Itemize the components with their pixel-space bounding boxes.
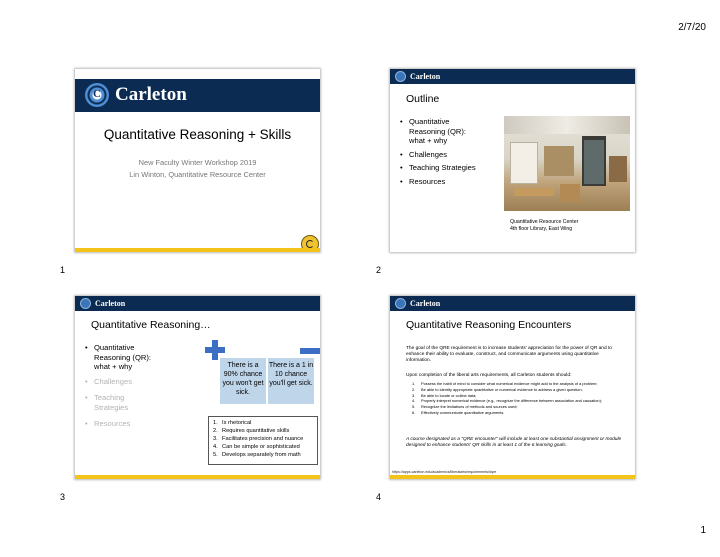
carleton-logo-icon (395, 71, 406, 82)
slide-4-lead: Upon completion of the liberal arts requirements, all Carleton students should: (406, 373, 572, 378)
slide-4-number: 4 (376, 492, 382, 502)
slide-3-title: Quantitative Reasoning… (91, 319, 211, 331)
slide-2-caption-2: 4th floor Library, East Wing (510, 226, 573, 232)
slide-1-banner (75, 79, 320, 112)
slide-2-bullets (400, 117, 480, 190)
slide-3-header (75, 296, 320, 311)
list-item: 5. Develops separately from math (213, 452, 301, 458)
bullet: • Resources (85, 419, 155, 429)
plus-icon (205, 340, 225, 360)
slide-4-url[interactable]: https://apps.carleton.edu/academics/liberalarts/requirements/#qre (392, 470, 497, 474)
slide-4-objectives (412, 382, 621, 417)
list-item: 1. Is rhetorical (213, 420, 252, 426)
slide-4-intro: The goal of the QRE requirement is to increase students' appreciation for the power of QR and to enhance their ability to evaluate, construct, and communicate arguments using quantitative information. (406, 346, 612, 363)
objective-item: 6. Effectively communicate quantitative arguments. (412, 409, 505, 415)
objective-item: 4. Properly interpret numerical evidence (e.g., recognize the difference between association and causation); (412, 398, 602, 404)
bullet: • Resources (400, 177, 480, 187)
list-item: 2. Requires quantitative skills (213, 428, 290, 434)
bullet: • Challenges (400, 150, 480, 160)
slide-3-number: 3 (60, 492, 66, 502)
slide-1 (75, 69, 320, 252)
slide-4 (390, 296, 635, 479)
slide-2-header (390, 69, 635, 84)
library-photo (504, 116, 630, 211)
slide-3-brand: Carleton (95, 299, 126, 308)
bullet: • Quantitative Reasoning (QR): what + why (85, 343, 155, 372)
slide-1-number: 1 (60, 265, 66, 275)
framing-box-positive: There is a 90% chance you won't get sick. (220, 358, 266, 404)
list-item: 3. Facilitates precision and nuance (213, 436, 304, 442)
slide-1-footer (75, 248, 320, 252)
objective-item: 5. Recognize the limitations of methods and sources used; (412, 404, 518, 410)
objective-item: 2. Be able to identify appropriate quantitative or numerical evidence to address a given question; (412, 386, 583, 392)
slide-4-header (390, 296, 635, 311)
slide-2-brand: Carleton (410, 72, 441, 81)
slide-2-title: Outline (406, 93, 440, 105)
slide-1-brand: Carleton (115, 84, 187, 105)
slide-2-number: 2 (376, 265, 382, 275)
slide-4-footer (390, 475, 635, 479)
slide-1-subtitle-2: Lin Winton, Quantitative Resource Center (129, 170, 266, 179)
slide-4-brand: Carleton (410, 299, 441, 308)
slide-4-note: A course designated as a "QRE encounter" will include at least one substantial assignment or module designed to enhance students' QR skills in at least 1 of the 6 learning goals. (406, 437, 622, 448)
bullet: • Teaching Strategies (85, 393, 155, 412)
bullet: • Quantitative Reasoning (QR): what + why (400, 117, 480, 146)
objective-item: 1. Possess the habit of mind to consider what numerical evidence might add to the analysis of a problem; (412, 381, 598, 386)
objective-item: 3. Be able to locate or collect data; (412, 392, 477, 398)
slide-2-caption-1: Quantitative Resource Center (510, 219, 579, 225)
slide-3-qr-list (208, 416, 318, 465)
slide-3-footer (75, 475, 320, 479)
slide-3 (75, 296, 320, 479)
slide-4-title: Quantitative Reasoning Encounters (406, 319, 572, 331)
carleton-seal-icon: C (85, 83, 109, 107)
slide-2 (390, 69, 635, 252)
carleton-logo-icon (395, 298, 406, 309)
carleton-logo-icon (80, 298, 91, 309)
bullet: • Challenges (85, 377, 155, 387)
framing-box-negative: There is a 1 in 10 chance you'll get sick. (268, 358, 314, 404)
page-date: 2/7/20 (678, 22, 706, 33)
bullet: • Teaching Strategies (400, 163, 480, 173)
slide-1-subtitle-1: New Faculty Winter Workshop 2019 (138, 158, 257, 167)
slide-1-title: Quantitative Reasoning + Skills (103, 127, 292, 142)
slide-3-bullets (85, 343, 155, 433)
page-number: 1 (700, 525, 706, 536)
list-item: 4. Can be simple or sophisticated (213, 444, 300, 450)
minus-icon (300, 348, 320, 354)
